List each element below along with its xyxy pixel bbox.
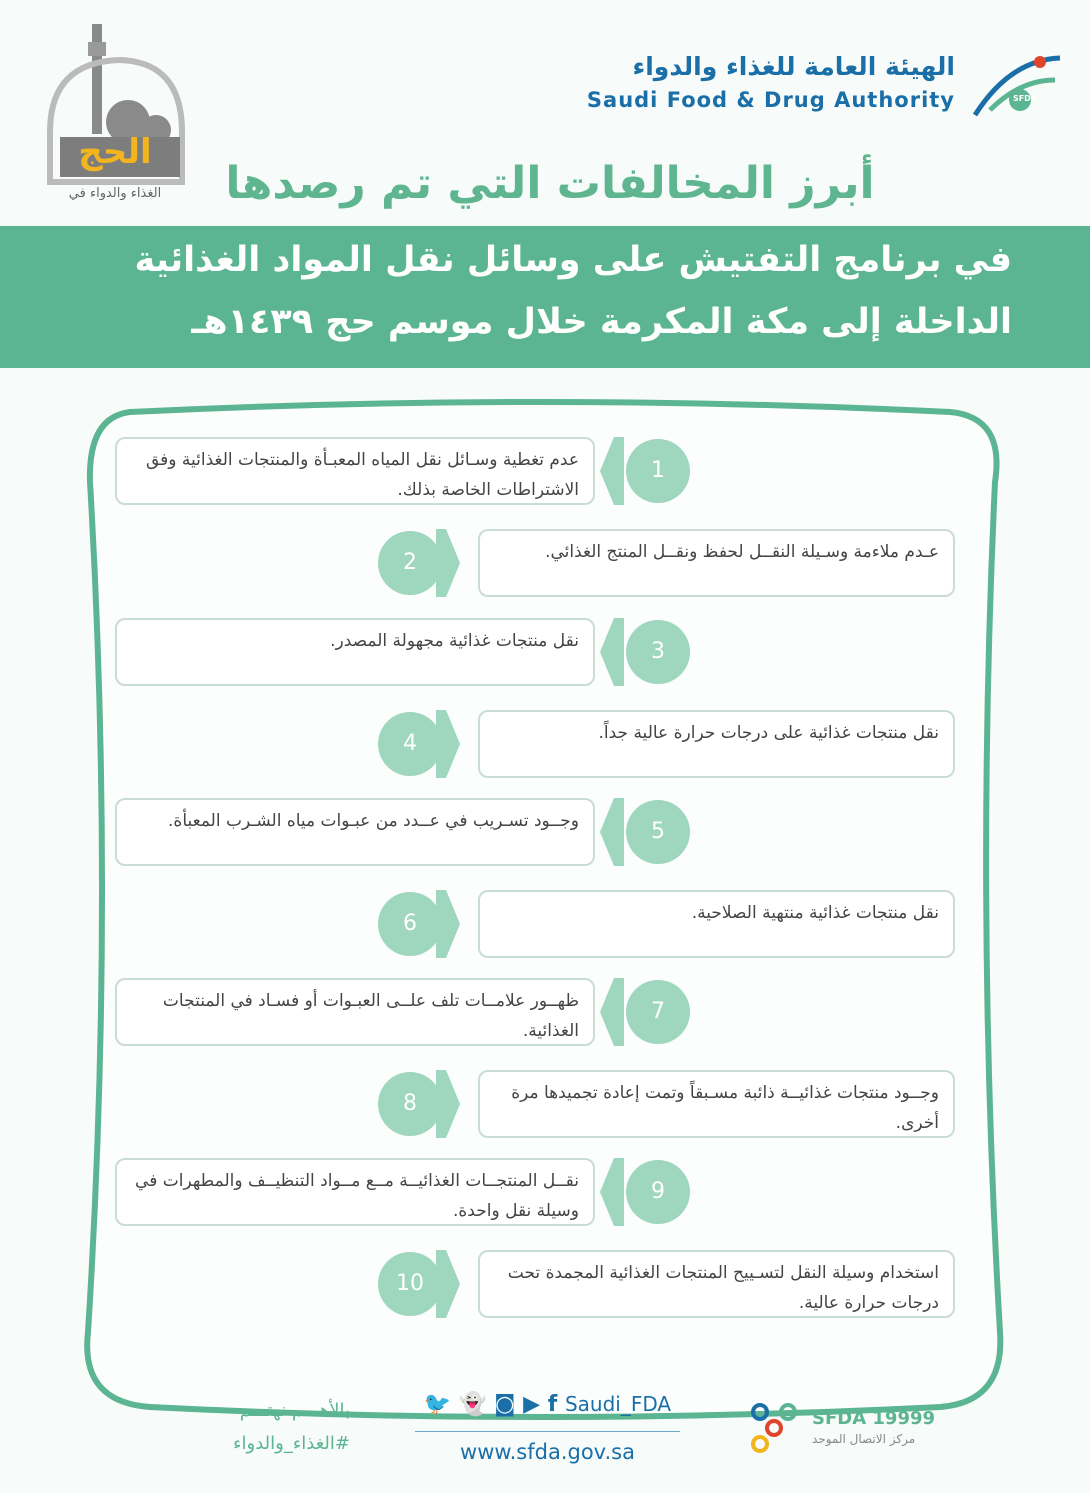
violation-text-box [115, 437, 595, 505]
violation-text: نقــل المنتجــات الغذائيــة مــع مــواد التنظيــف والمطهرات في وسيلة نقل واحدة. [135, 1171, 579, 1221]
violation-text: نقل منتجات غذائية على درجات حرارة عالية جداً. [598, 723, 939, 743]
violation-item [0, 1250, 1090, 1322]
violation-text-box [478, 529, 955, 597]
violation-text-box [115, 618, 595, 686]
violation-text-box [478, 1070, 955, 1138]
violation-item [0, 618, 1090, 690]
chevron-icon [600, 618, 624, 686]
footer-slogan: بالأهـــم نهتـــم [239, 1400, 350, 1421]
violation-text-box [478, 1250, 955, 1318]
violation-number: 3 [626, 620, 690, 684]
violation-text: نقل منتجات غذائية مجهولة المصدر. [330, 631, 579, 651]
banner-line-1: في برنامج التفتيش على وسائل نقل المواد الغذائية [134, 240, 1012, 280]
youtube-icon[interactable]: ▶ [523, 1392, 541, 1417]
footer-hashtag: #الغذاء_والدواء [233, 1433, 350, 1454]
hotline-number: SFDA 19999 [812, 1408, 936, 1429]
violation-item [0, 529, 1090, 601]
sfda-logo [586, 50, 1065, 125]
violation-text: عـدم ملاءمة وسـيلة النقــل لحفظ ونقــل المنتج الغذائي. [545, 542, 939, 562]
violation-number: 8 [378, 1072, 442, 1136]
violation-number: 1 [626, 439, 690, 503]
violation-text: استخدام وسيلة النقل لتسـييح المنتجات الغذائية المجمدة تحت درجات حرارة عالية. [507, 1263, 939, 1313]
snapchat-icon[interactable]: 👻 [459, 1392, 487, 1417]
footer-social [415, 1392, 680, 1464]
violation-text: عدم تغطية وسـائل نقل المياه المعبـأة والمنتجات الغذائية وفق الاشتراطات الخاصة بذلك. [145, 450, 579, 500]
instagram-icon[interactable]: ◙ [494, 1392, 516, 1417]
twitter-icon[interactable]: 🐦 [423, 1392, 452, 1417]
violation-number: 9 [626, 1160, 690, 1224]
violation-text-box [478, 890, 955, 958]
website-link[interactable]: www.sfda.gov.sa [415, 1431, 680, 1464]
footer-slogan-block [150, 1400, 350, 1454]
violation-number: 2 [378, 531, 442, 595]
hajj-logo [40, 22, 190, 212]
violation-text: ظهــور علامــات تلف علــى العبـوات أو فسـاد في المنتجات الغذائية. [162, 991, 579, 1041]
org-name-english: Saudi Food & Drug Authority [586, 88, 955, 112]
violation-number: 5 [626, 800, 690, 864]
facebook-icon[interactable]: f [547, 1392, 558, 1417]
hotline-subtitle: مركز الاتصال الموحد [812, 1432, 916, 1446]
social-row [415, 1392, 680, 1417]
violation-text-box [115, 978, 595, 1046]
violation-text: نقل منتجات غذائية منتهية الصلاحية. [691, 903, 939, 923]
violation-item [0, 1070, 1090, 1142]
chevron-icon [600, 798, 624, 866]
violation-item [0, 798, 1090, 870]
violation-item [0, 437, 1090, 509]
violation-number: 10 [378, 1252, 442, 1316]
sfda-badge: SFDA [1012, 94, 1037, 103]
violation-item [0, 1158, 1090, 1230]
hajj-logo-title: الحج [78, 132, 152, 172]
org-name-arabic: الهيئة العامة للغذاء والدواء [632, 52, 955, 81]
violation-number: 4 [378, 712, 442, 776]
violation-text: وجــود منتجات غذائيــة ذائبة مسـبقاً وتمت إعادة تجميدها مرة أخرى. [511, 1083, 939, 1133]
sfda-emblem-icon [970, 50, 1065, 125]
violation-number: 6 [378, 892, 442, 956]
chevron-icon [600, 437, 624, 505]
violation-number: 7 [626, 980, 690, 1044]
violation-text: وجــود تسـريب في عــدد من عبـوات مياه الشـرب المعبأة. [168, 811, 579, 831]
violation-item [0, 710, 1090, 782]
hotline-block [748, 1398, 948, 1458]
hajj-logo-subtitle: الغذاء والدواء في [68, 186, 162, 201]
title-banner [0, 226, 1090, 368]
violation-text-box [115, 798, 595, 866]
chevron-icon [600, 1158, 624, 1226]
chevron-icon [600, 978, 624, 1046]
violation-text-box [478, 710, 955, 778]
social-handle[interactable]: Saudi_FDA [564, 1392, 672, 1416]
page-title: أبرز المخالفات التي تم رصدها [225, 158, 875, 209]
violation-item [0, 890, 1090, 962]
violation-text-box [115, 1158, 595, 1226]
banner-line-2: الداخلة إلى مكة المكرمة خلال موسم حج ١٤٣٩هـ [191, 302, 1012, 342]
hotline-icon [748, 1398, 804, 1454]
violation-item [0, 978, 1090, 1050]
